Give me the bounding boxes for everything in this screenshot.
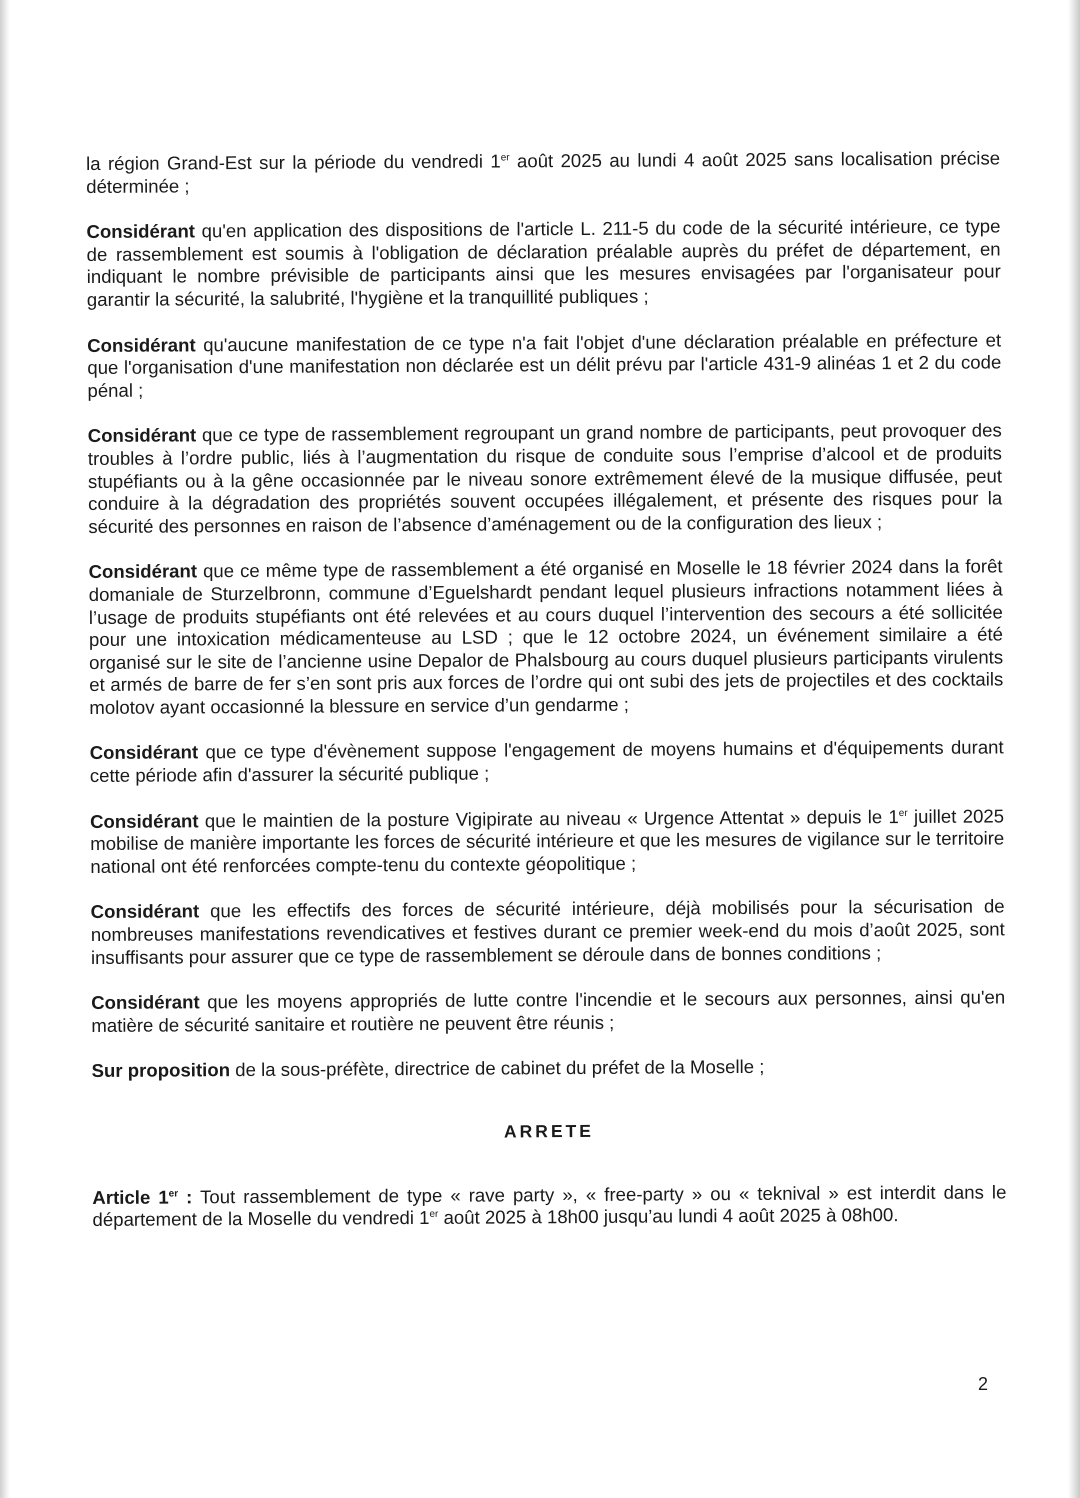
paragraph-considerant-precedents <box>88 556 1003 720</box>
paragraph-text: que les moyens appropriés de lutte contre l'incendie et le secours aux personnes, ainsi qu'en matière de sécurité sanitaire et routière ne peuvent être réunis ; <box>91 986 1006 1036</box>
paragraph-lead: Considérant <box>88 560 198 583</box>
article-lead <box>92 1186 192 1208</box>
paragraph-lead: Considérant <box>87 333 196 356</box>
paragraph-considerant-vigipirate <box>90 805 1004 878</box>
paragraph-text-continued: juillet 2025 mobilise de manière importante les forces de sécurité intérieure et que les mesures de vigilance sur le territoire national ont été renforcées compte-tenu du contexte géopolitique ; <box>90 805 1005 877</box>
arrete-heading: ARRETE <box>503 1120 595 1142</box>
paragraph-text-continued: août 2025 au lundi 4 août 2025 sans localisation précise déterminée ; <box>86 147 1001 197</box>
paragraph-text: que le maintien de la posture Vigipirate au niveau « Urgence Attentat » depuis le 1 <box>198 805 899 831</box>
ordinal-superscript: er <box>168 1188 179 1200</box>
article-text-continued: août 2025 à 18h00 jusqu’au lundi 4 août 2025 à 08h00. <box>438 1204 899 1229</box>
paragraph-lead: Considérant <box>90 900 200 923</box>
paragraph-considerant-public-order <box>88 420 1003 539</box>
ordinal-superscript: er <box>898 807 908 819</box>
ordinal-superscript: er <box>429 1209 439 1221</box>
page-edge-shadow-left <box>0 0 10 1498</box>
paragraph-text: que ce type de rassemblement regroupant un grand nombre de participants, peut provoquer des troubles à l’ordre public, liés à l’augmentation du risque de conduite sous l’emprise d’alcool et de produits stupéfiants ou à la gêne occasionnée par le niveau sonore extrêmement élevé de la musique diffusée, peut conduire à la dégradation des propriétés souvent occupées illégalement, et présente des risques pour la sécurité des personnes en raison de l’absence d’aménagement ou de la configuration des lieux ; <box>87 419 1003 537</box>
paragraph-text: qu'aucune manifestation de ce type n'a fait l'objet d'une déclaration préalable en préfecture et que l'organisation d'une manifestation non déclarée est un délit prévu par l'article 431-9 alinéas 1 et 2 du code pénal ; <box>87 328 1002 401</box>
paragraph-sur-proposition <box>92 1055 1006 1083</box>
paragraph-considerant-resources <box>90 737 1004 788</box>
paragraph-lead: Sur proposition <box>91 1059 231 1082</box>
article-1-paragraph <box>92 1181 1006 1232</box>
article-lead-colon: : <box>178 1185 193 1208</box>
paragraph-lead: Considérant <box>91 991 200 1014</box>
document-body <box>86 147 1007 1231</box>
paragraph-lead: Considérant <box>90 809 199 832</box>
paragraph-lead: Considérant <box>86 220 196 243</box>
paragraph-considerant-no-declaration <box>87 329 1001 402</box>
page-number: 2 <box>978 1374 989 1394</box>
ordinal-superscript: er <box>500 152 510 164</box>
paragraph-text: de la sous-préfète, directrice de cabinet du préfet de la Moselle ; <box>229 1056 765 1081</box>
paragraph-text: que ce même type de rassemblement a été organisé en Moselle le 18 février 2024 dans la forêt domaniale de Sturzelbronn, commune d’Eguelshardt pendant lequel plusieurs infractions notamment liées à l’usage de produits stupéfiants ont été relevées et au cours duquel l’intervention des secours a été sollicitée pour une intoxication médicamenteuse au LSD ; que le 12 octobre 2024, un événement similaire a été organisé sur le site de l’ancienne usine Depalor de Phalsbourg au cours duquel plusieurs participants virulents et armés de barre de fer s’en sont pris aux forces de l’ordre qui ont subi des jets de projectiles et des cocktails molotov ayant occasionné la blessure en service d’un gendarme ; <box>88 555 1004 718</box>
paragraph-lead: Considérant <box>87 424 197 447</box>
paragraph-text: qu'en application des dispositions de l'article L. 211-5 du code de la sécurité intérieure, ce type de rassemblement est soumis à l'obligation de déclaration préalable auprès du préfet de département, en indiquant le nombre prévisible de participants ainsi que les mesures envisagées par l'organisateur pour garantir la sécurité, la salubrité, l'hygiène et la tranquillité publiques ; <box>86 215 1001 310</box>
paragraph-lead: Considérant <box>89 741 199 764</box>
paragraph-text: que les effectifs des forces de sécurité intérieure, déjà mobilisés pour la sécurisation de nombreuses manifestations revendicatives et festives durant ce premier week-end du mois d’août 2025, sont insuffisants pour assurer que ce type de rassemblement se déroule dans de bonnes conditions ; <box>90 895 1005 968</box>
paragraph-region-period <box>86 147 1000 198</box>
paragraph-considerant-workforce <box>91 896 1005 969</box>
article-text: Tout rassemblement de type « rave party », « free-party » ou « teknival » est interdit dans le département de la Moselle du vendredi 1 <box>92 1180 1007 1231</box>
paragraph-considerant-declaration <box>86 216 1001 312</box>
paragraph-text: la région Grand-Est sur la période du vendredi 1 <box>86 150 501 174</box>
article-lead-label: Article 1 <box>92 1186 169 1208</box>
page-edge-shadow-right <box>1068 0 1080 1498</box>
paragraph-considerant-fire-rescue <box>91 987 1005 1038</box>
paragraph-text: que ce type d'évènement suppose l'engagement de moyens humains et d'équipements durant cette période afin d'assurer la sécurité publique ; <box>89 736 1004 787</box>
